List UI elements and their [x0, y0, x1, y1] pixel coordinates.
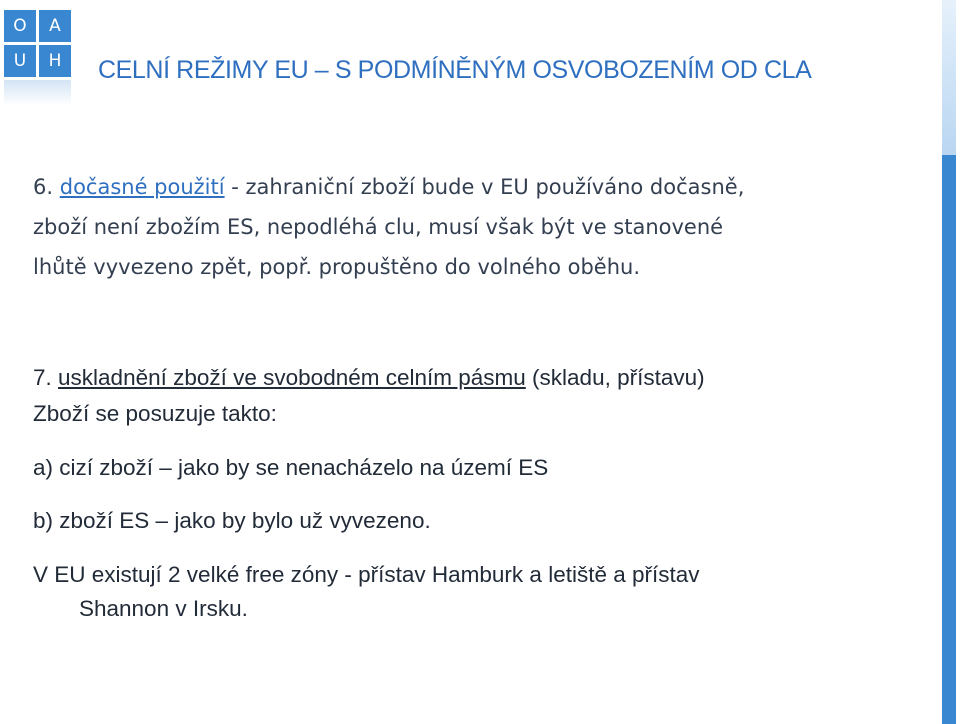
item7-option-a: a) cizí zboží – jako by se nenacházelo na území ES	[33, 455, 549, 480]
item7-term: uskladnění zboží ve svobodném celním pásmu	[58, 365, 526, 390]
logo-letter-a: A	[39, 10, 71, 42]
item7-line1-rest: (skladu, přístavu)	[525, 365, 705, 390]
logo-letter-o: O	[4, 10, 36, 42]
item6-line3: lhůtě vyvezeno zpět, popř. propuštěno do volného oběhu.	[33, 255, 641, 279]
item7-number: 7.	[33, 365, 52, 390]
item6-number: 6.	[33, 175, 54, 199]
page-title: CELNÍ REŽIMY EU – S PODMÍNĚNÝM OSVOBOZENÍM OD CLA	[98, 56, 812, 84]
item6-term: dočasné použití	[59, 175, 225, 199]
item7-option-b: b) zboží ES – jako by bylo už vyvezeno.	[33, 508, 431, 533]
item7-note-line2: Shannon v Irsku.	[79, 596, 248, 621]
logo-letter-u: U	[4, 45, 36, 77]
item6-line1	[33, 175, 744, 199]
logo	[4, 10, 74, 78]
side-bar	[942, 155, 956, 724]
item7-line2: Zboží se posuzuje takto:	[33, 401, 277, 426]
item7-line1	[33, 365, 705, 391]
item6-line2: zboží není zbožím ES, nepodléhá clu, musí však být ve stanovené	[33, 215, 724, 239]
logo-letter-h: H	[39, 45, 71, 77]
side-bar-gradient	[942, 0, 956, 155]
item6-line1-rest: - zahraniční zboží bude v EU používáno dočasně,	[224, 175, 745, 199]
item7-note-line1: V EU existují 2 velké free zóny - přístav Hamburk a letiště a přístav	[33, 562, 700, 587]
logo-reflection	[4, 80, 71, 106]
